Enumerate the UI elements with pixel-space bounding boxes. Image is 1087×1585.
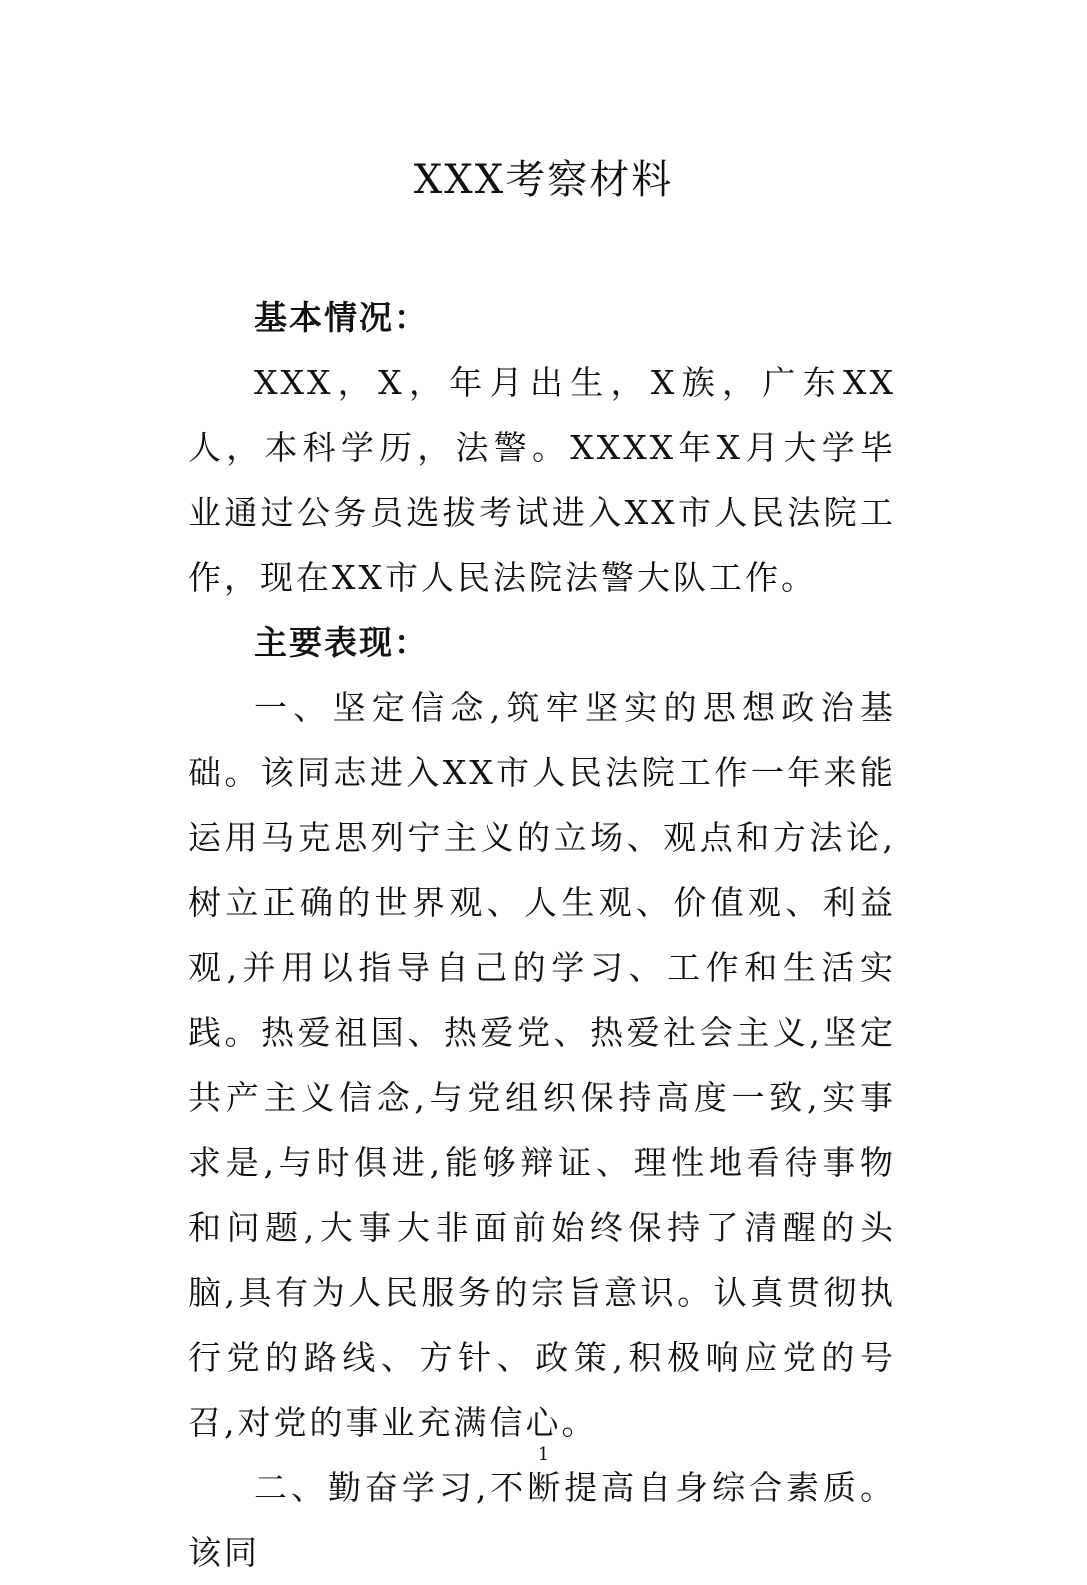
document-title: XXX考察材料 (413, 157, 674, 203)
performance-paragraph-1: 一、坚定信念,筑牢坚实的思想政治基础。该同志进入XX市人民法院工作一年来能运用马克思列宁主义的立场、观点和方法论,树立正确的世界观、人生观、价值观、利益观,并用以指导自己的学习、工作和生活实践。热爱祖国、热爱党、热爱社会主义,坚定共产主义信念,与党组织保持高度一致,实事求是,与时俱进,能够辩证、理性地看待事物和问题,大事大非面前始终保持了清醒的头脑,具有为人民服务的宗旨意识。认真贯彻执行党的路线、方针、政策,积极响应党的号召,对党的事业充满信心。 (188, 688, 896, 1442)
page-number: 1 (537, 1444, 550, 1465)
document-body (188, 285, 896, 1585)
performance-paragraph-2: 二、勤奋学习,不断提高自身综合素质。该同 (188, 1468, 896, 1572)
basic-info-paragraph: XXX，X，年月出生，X族，广东XX人，本科学历，法警。XXXX年X月大学毕业通过公务员选拔考试进入XX市人民法院工作，现在XX市人民法院法警大队工作。 (188, 363, 896, 597)
basic-info-heading: 基本情况： (254, 298, 429, 337)
performance-heading: 主要表现： (254, 623, 429, 662)
